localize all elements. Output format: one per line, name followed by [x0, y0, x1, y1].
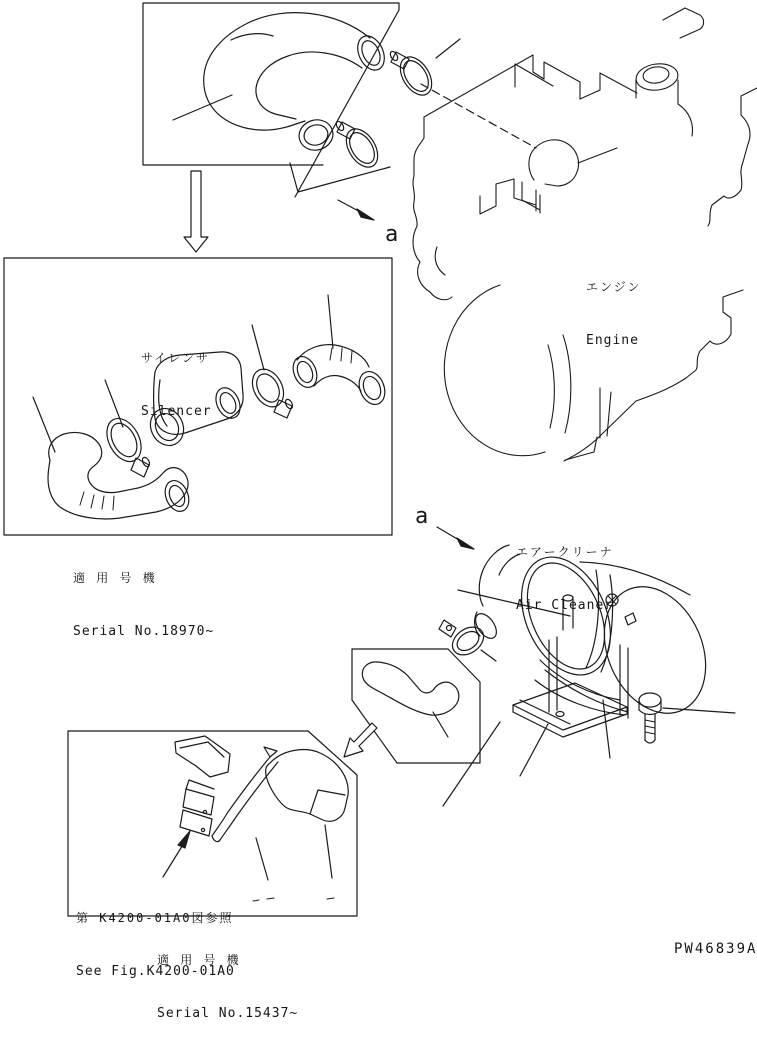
label-silencer-en: Silencer: [141, 404, 212, 419]
label-air-cleaner: [516, 507, 614, 651]
view-marker-a-engine: a: [385, 222, 399, 247]
label-engine: [586, 242, 641, 386]
label-air-cleaner-jp: エアークリーナ: [516, 545, 614, 559]
hose-clamp-lower: [335, 120, 384, 173]
hose-clamp-upper: [389, 39, 460, 101]
label-serial-top-en: Serial No.18970~: [73, 624, 215, 639]
view-a-arrow-engine: [338, 200, 374, 220]
label-serial-bottom: [157, 915, 298, 1059]
down-arrow: [184, 171, 208, 252]
mounting-bolt: [639, 693, 735, 743]
top-hose-detail-box: [143, 3, 399, 197]
engine-drawing: [413, 8, 757, 461]
label-see-fig-jp: 第 K4200-01A0図参照: [76, 911, 234, 925]
label-silencer: [141, 313, 212, 457]
label-silencer-jp: サイレンサ: [141, 351, 210, 365]
label-engine-en: Engine: [586, 333, 639, 348]
label-air-cleaner-en: Air Cleaner: [516, 598, 614, 613]
label-serial-top-jp: 適 用 号 機: [73, 571, 157, 585]
label-serial-bottom-en: Serial No.15437~: [157, 1006, 299, 1021]
view-a-arrow-air-cleaner: [437, 527, 474, 549]
label-serial-top: [73, 533, 214, 677]
view-marker-a-air-cleaner: a: [415, 504, 429, 529]
dashed-locator-line: [421, 84, 536, 148]
label-serial-bottom-jp: 適 用 号 機: [157, 953, 241, 967]
drawing-number: PW46839A: [674, 941, 757, 957]
inlet-hose-clamp: [439, 620, 496, 661]
label-see-fig-en: See Fig.K4200-01A0: [76, 964, 235, 979]
label-engine-jp: エンジン: [586, 280, 642, 294]
elbow-detail-box: [344, 649, 480, 763]
